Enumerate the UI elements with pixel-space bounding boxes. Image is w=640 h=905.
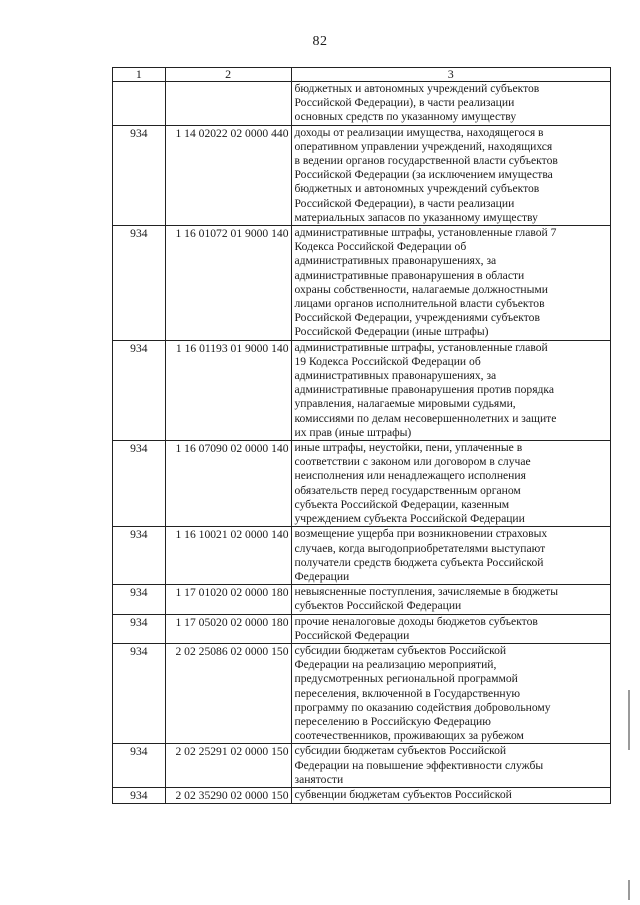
description-line: получатели средств бюджета субъекта Российской <box>294 555 544 569</box>
revenue-code-cell: 1 17 01020 02 0000 180 <box>165 585 291 614</box>
administrator-code-cell: 934 <box>113 787 166 803</box>
table-row <box>113 643 611 743</box>
description-line: возмещение ущерба при возникновении страховых <box>294 527 548 541</box>
description-line: субсидии бюджетам субъектов Российской <box>294 744 507 758</box>
description-line: Российской Федерации <box>294 628 410 642</box>
revenue-description-cell <box>291 643 611 743</box>
description-line: случаев, когда выгодоприобретателями выступают <box>294 541 546 555</box>
revenue-description-cell <box>291 340 611 440</box>
description-line: управления, налагаемые мировыми судьями, <box>294 397 516 411</box>
description-line: Кодекса Российской Федерации об <box>294 240 467 254</box>
description-line: бюджетных и автономных учреждений субъектов <box>294 182 540 196</box>
scan-margin-mark <box>628 880 630 900</box>
table-row <box>113 441 611 527</box>
description-line: субъектов Российской Федерации <box>294 599 462 613</box>
revenue-code-cell: 1 16 01193 01 9000 140 <box>165 340 291 440</box>
description-line: оперативном управлении учреждений, находящихся <box>294 139 553 153</box>
revenue-codes-table <box>112 67 611 804</box>
revenue-code-cell: 1 16 01072 01 9000 140 <box>165 226 291 341</box>
description-line: соответствии с законом или договором в случае <box>294 455 531 469</box>
description-line: лицами органов исполнительной власти субъектов <box>294 297 545 311</box>
description-line: в ведении органов государственной власти субъектов <box>294 154 558 168</box>
table-row <box>113 226 611 341</box>
description-line: переселению в Российскую Федерацию <box>294 714 491 728</box>
revenue-description-cell <box>291 787 611 803</box>
description-line: Федерации на повышение эффективности службы <box>294 758 544 772</box>
table-row <box>113 585 611 614</box>
description-line: невыясненные поступления, зачисляемые в бюджеты <box>294 585 558 599</box>
description-line: Российской Федерации (иные штрафы) <box>294 325 489 339</box>
description-line: 19 Кодекса Российской Федерации об <box>294 354 481 368</box>
description-line: обязательств перед государственным органом <box>294 483 521 497</box>
description-line: основных средств по указанному имуществу <box>294 110 517 124</box>
revenue-description-cell <box>291 226 611 341</box>
description-line: прочие неналоговые доходы бюджетов субъектов <box>294 614 538 628</box>
description-line: учреждением субъекта Российской Федерации <box>294 512 525 526</box>
column-header-2: 2 <box>165 68 291 82</box>
revenue-description-cell <box>291 441 611 527</box>
revenue-code-cell: 1 16 10021 02 0000 140 <box>165 527 291 585</box>
revenue-description-cell <box>291 82 611 126</box>
description-line: комиссиями по делам несовершеннолетних и защите <box>294 411 557 425</box>
description-line: административных правонарушениях, за <box>294 254 497 268</box>
description-line: программу по оказанию содействия добровольному <box>294 700 551 714</box>
revenue-description-cell <box>291 527 611 585</box>
description-line: субсидии бюджетам субъектов Российской <box>294 643 507 657</box>
table-row <box>113 125 611 225</box>
description-line: Федерации на реализацию мероприятий, <box>294 658 497 672</box>
table-body <box>113 82 611 804</box>
description-line: административные правонарушения против порядка <box>294 383 555 397</box>
description-line: административные штрафы, установленные главой <box>294 340 548 354</box>
administrator-code-cell: 934 <box>113 614 166 643</box>
description-line: их прав (иные штрафы) <box>294 425 412 439</box>
description-line: неисполнения или ненадлежащего исполнения <box>294 469 526 483</box>
description-line: административные штрафы, установленные главой 7 <box>294 226 557 240</box>
column-header-1: 1 <box>113 68 166 82</box>
table-header-row <box>113 68 611 82</box>
administrator-code-cell: 934 <box>113 527 166 585</box>
revenue-code-cell: 1 14 02022 02 0000 440 <box>165 125 291 225</box>
revenue-description-cell <box>291 125 611 225</box>
administrator-code-cell <box>113 82 166 126</box>
description-line: занятости <box>294 772 344 786</box>
revenue-code-cell: 1 16 07090 02 0000 140 <box>165 441 291 527</box>
table-row <box>113 787 611 803</box>
description-line: Федерации <box>294 569 350 583</box>
description-line: предусмотренных региональной программой <box>294 672 518 686</box>
column-header-3: 3 <box>291 68 611 82</box>
description-line: административные правонарушения в области <box>294 268 525 282</box>
table-row <box>113 340 611 440</box>
table-row <box>113 614 611 643</box>
revenue-description-cell <box>291 614 611 643</box>
administrator-code-cell: 934 <box>113 226 166 341</box>
administrator-code-cell: 934 <box>113 585 166 614</box>
revenue-code-cell <box>165 82 291 126</box>
description-line: Российской Федерации (за исключением имущества <box>294 168 553 182</box>
description-line: иные штрафы, неустойки, пени, уплаченные в <box>294 441 523 455</box>
description-line: Российской Федерации, учреждениями субъектов <box>294 311 540 325</box>
revenue-code-cell: 2 02 25086 02 0000 150 <box>165 643 291 743</box>
description-line: охраны собственности, налагаемые должностными <box>294 282 548 296</box>
description-line: субвенции бюджетам субъектов Российской <box>294 787 512 801</box>
revenue-description-cell <box>291 744 611 788</box>
description-line: бюджетных и автономных учреждений субъектов <box>294 82 540 95</box>
description-line: Российской Федерации), в части реализации <box>294 196 515 210</box>
page-number: 82 <box>312 34 328 49</box>
description-line: материальных запасов по указанному имуществу <box>294 210 538 224</box>
table-row <box>113 527 611 585</box>
revenue-code-cell: 1 17 05020 02 0000 180 <box>165 614 291 643</box>
description-line: субъекта Российской Федерации, казенным <box>294 497 510 511</box>
description-line: административных правонарушениях, за <box>294 369 497 383</box>
administrator-code-cell: 934 <box>113 441 166 527</box>
description-line: переселения, включенной в Государственную <box>294 686 521 700</box>
description-line: доходы от реализации имущества, находящегося в <box>294 125 544 139</box>
revenue-code-cell: 2 02 35290 02 0000 150 <box>165 787 291 803</box>
description-line: Российской Федерации), в части реализации <box>294 96 515 110</box>
administrator-code-cell: 934 <box>113 744 166 788</box>
revenue-description-cell <box>291 585 611 614</box>
table-row <box>113 82 611 126</box>
table-row <box>113 744 611 788</box>
administrator-code-cell: 934 <box>113 340 166 440</box>
administrator-code-cell: 934 <box>113 643 166 743</box>
description-line: соотечественников, проживающих за рубежом <box>294 729 524 743</box>
scan-margin-mark <box>628 690 630 750</box>
administrator-code-cell: 934 <box>113 125 166 225</box>
revenue-code-cell: 2 02 25291 02 0000 150 <box>165 744 291 788</box>
